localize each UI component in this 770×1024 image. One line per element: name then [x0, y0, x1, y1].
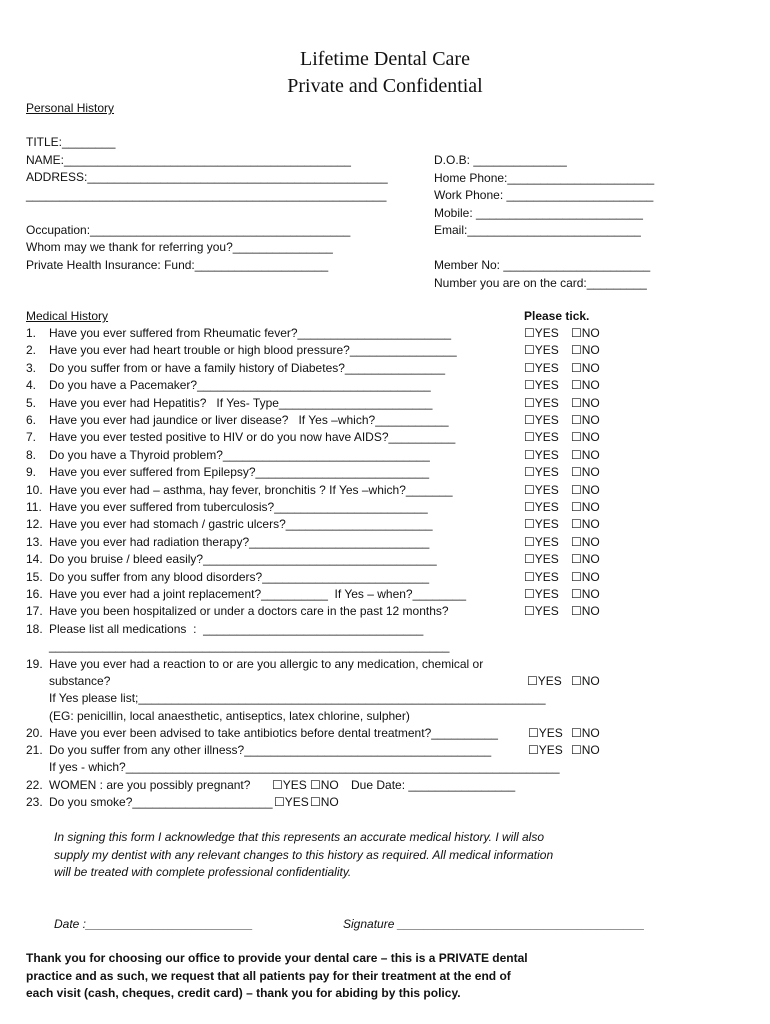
- yes-checkbox[interactable]: ☐YES: [524, 569, 559, 584]
- question-20-text: Have you ever been advised to take antibiotics before dental treatment?__________: [49, 726, 498, 740]
- no-checkbox[interactable]: ☐NO: [571, 430, 600, 445]
- allergy-examples: (EG: penicillin, local anaesthetic, antiseptics, latex chlorine, sulpher): [49, 709, 410, 723]
- question-number: 22.: [26, 778, 43, 792]
- q20-no-checkbox[interactable]: ☐NO: [571, 726, 600, 740]
- q21-no-checkbox[interactable]: ☐NO: [571, 743, 600, 757]
- yes-checkbox[interactable]: ☐YES: [524, 604, 559, 619]
- form-title: Lifetime Dental Care: [300, 48, 470, 70]
- personal-field-right[interactable]: Home Phone:______________________: [434, 170, 655, 185]
- yes-checkbox[interactable]: ☐YES: [524, 587, 559, 601]
- personal-field-left[interactable]: ______________________________________________________: [26, 187, 387, 202]
- question-text: Have you ever had – asthma, hay fever, bronchitis ? If Yes –which?_______: [49, 482, 453, 497]
- question-number: 19.: [26, 657, 43, 671]
- please-tick-heading: Please tick.: [524, 309, 590, 323]
- no-checkbox[interactable]: ☐NO: [571, 500, 600, 514]
- personal-field-right[interactable]: Email:__________________________: [434, 223, 641, 237]
- question-number: 9.: [26, 465, 37, 480]
- yes-checkbox[interactable]: ☐YES: [524, 552, 559, 567]
- q21-yes-checkbox[interactable]: ☐YES: [528, 743, 563, 757]
- question-text: Do you suffer from or have a family history of Diabetes?_______________: [49, 360, 446, 375]
- yes-checkbox[interactable]: ☐YES: [524, 360, 559, 375]
- question-text: Do you suffer from any blood disorders?_________________________: [49, 569, 430, 584]
- allergy-list-line: If Yes please list;_____________________________________________________________: [49, 691, 546, 705]
- question-number: 14.: [26, 552, 43, 567]
- personal-field-left[interactable]: Private Health Insurance: Fund:____________________: [26, 257, 329, 272]
- no-checkbox[interactable]: ☐NO: [571, 343, 600, 358]
- due-date-field[interactable]: Due Date: ________________: [351, 778, 516, 792]
- yes-checkbox[interactable]: ☐YES: [524, 378, 559, 393]
- question-number: 2.: [26, 343, 37, 358]
- q22-yes-checkbox[interactable]: ☐YES: [272, 778, 307, 792]
- question-23-text: Do you smoke?_____________________: [49, 795, 273, 809]
- yes-checkbox[interactable]: ☐YES: [524, 343, 559, 358]
- yes-checkbox[interactable]: ☐YES: [524, 500, 559, 514]
- personal-field-right[interactable]: D.O.B: ______________: [434, 153, 567, 167]
- no-checkbox[interactable]: ☐NO: [571, 534, 600, 549]
- yes-checkbox[interactable]: ☐YES: [524, 395, 559, 410]
- signature-field[interactable]: Signature _____________________________________: [343, 917, 645, 931]
- q20-yes-checkbox[interactable]: ☐YES: [528, 726, 563, 740]
- question-number: 8.: [26, 447, 37, 462]
- question-number: 20.: [26, 726, 43, 740]
- question-text: Do you have a Thyroid problem?_______________________________: [49, 447, 430, 462]
- question-number: 6.: [26, 413, 37, 427]
- yes-checkbox[interactable]: ☐YES: [524, 517, 559, 532]
- no-checkbox[interactable]: ☐NO: [571, 413, 600, 427]
- question-text: Have you ever had radiation therapy?___________________________: [49, 534, 430, 549]
- question-text: Do you bruise / bleed easily?___________________________________: [49, 552, 437, 567]
- date-field[interactable]: Date :_________________________: [54, 917, 253, 931]
- personal-field-right[interactable]: Number you are on the card:_________: [434, 275, 647, 290]
- q23-no-checkbox[interactable]: ☐NO: [310, 795, 339, 809]
- question-number: 10.: [26, 482, 43, 497]
- medications-line: ____________________________________________________________: [49, 639, 450, 653]
- question-text: Have you ever had Hepatitis? If Yes- Type_______________________: [49, 395, 433, 410]
- payment-policy-notice: Thank you for choosing our office to provide your dental care – this is a PRIVATE dental practice and as such, we request that all patients pay for their treatment at the end of each visit (cash, cheques, credit card) – thank you for abiding by this policy.: [26, 951, 528, 1000]
- no-checkbox[interactable]: ☐NO: [571, 552, 600, 567]
- question-text: Have you ever tested positive to HIV or do you now have AIDS?__________: [49, 430, 456, 445]
- question-number: 23.: [26, 795, 43, 809]
- question-number: 4.: [26, 378, 37, 393]
- yes-checkbox[interactable]: ☐YES: [524, 413, 559, 427]
- q22-no-checkbox[interactable]: ☐NO: [310, 778, 339, 792]
- personal-field-left[interactable]: NAME:___________________________________________: [26, 152, 351, 167]
- no-checkbox[interactable]: ☐NO: [571, 587, 600, 601]
- question-19-text: Have you ever had a reaction to or are you allergic to any medication, chemical or: [49, 657, 484, 671]
- question-number: 12.: [26, 517, 43, 532]
- personal-field-right[interactable]: Member No: ______________________: [434, 258, 651, 272]
- personal-field-left[interactable]: Occupation:_______________________________________: [26, 222, 351, 237]
- question-number: 17.: [26, 604, 43, 619]
- question-text: Do you have a Pacemaker?___________________________________: [49, 378, 431, 393]
- yes-checkbox[interactable]: ☐YES: [524, 430, 559, 445]
- question-text: Have you ever had a joint replacement?__________ If Yes – when?________: [49, 587, 466, 601]
- medical-history-heading: Medical History: [26, 309, 109, 323]
- question-22-text: WOMEN : are you possibly pregnant?: [49, 778, 251, 792]
- no-checkbox[interactable]: ☐NO: [571, 569, 600, 584]
- question-number: 7.: [26, 430, 37, 445]
- personal-field-right[interactable]: Work Phone: ______________________: [434, 188, 654, 202]
- personal-field-right[interactable]: Mobile: _________________________: [434, 205, 643, 220]
- personal-history-heading: Personal History: [26, 101, 115, 115]
- question-text: Have you been hospitalized or under a doctors care in the past 12 months?: [49, 604, 449, 619]
- q19-no-checkbox[interactable]: ☐NO: [571, 674, 600, 688]
- no-checkbox[interactable]: ☐NO: [571, 395, 600, 410]
- personal-field-left[interactable]: TITLE:________: [26, 135, 116, 149]
- no-checkbox[interactable]: ☐NO: [571, 378, 600, 393]
- yes-checkbox[interactable]: ☐YES: [524, 482, 559, 497]
- yes-checkbox[interactable]: ☐YES: [524, 326, 559, 340]
- declaration-text: In signing this form I acknowledge that this represents an accurate medical history. I will also supply my dentist with any relevant changes to this history as required. All medical information will be treated with complete professional confidentiality.: [54, 830, 554, 879]
- question-number: 11.: [26, 500, 42, 514]
- other-illness-line: If yes - which?_________________________________________________________________: [49, 760, 560, 774]
- no-checkbox[interactable]: ☐NO: [571, 517, 600, 532]
- question-text: Have you ever suffered from Epilepsy?__________________________: [49, 465, 430, 480]
- question-text: Have you ever suffered from Rheumatic fever?_______________________: [49, 326, 452, 340]
- no-checkbox[interactable]: ☐NO: [571, 326, 600, 340]
- personal-field-left[interactable]: Whom may we thank for referring you?_______________: [26, 240, 333, 254]
- question-19-text-cont: substance?: [49, 674, 111, 688]
- no-checkbox[interactable]: ☐NO: [571, 447, 600, 462]
- yes-checkbox[interactable]: ☐YES: [524, 465, 559, 480]
- personal-field-left[interactable]: ADDRESS:_____________________________________________: [26, 170, 388, 184]
- question-21-text: Do you suffer from any other illness?_____________________________________: [49, 743, 492, 757]
- question-number: 15.: [26, 569, 43, 584]
- question-number: 3.: [26, 360, 37, 375]
- question-number: 16.: [26, 587, 43, 601]
- question-number: 1.: [26, 326, 37, 340]
- q23-yes-checkbox[interactable]: ☐YES: [274, 795, 309, 809]
- no-checkbox[interactable]: ☐NO: [571, 465, 600, 480]
- question-text: Have you ever suffered from tuberculosis?_______________________: [49, 500, 428, 514]
- question-number: 18.: [26, 622, 43, 636]
- no-checkbox[interactable]: ☐NO: [571, 482, 600, 497]
- question-text: Have you ever had heart trouble or high blood pressure?________________: [49, 343, 457, 358]
- question-number: 13.: [26, 534, 43, 549]
- no-checkbox[interactable]: ☐NO: [571, 360, 600, 375]
- question-number: 5.: [26, 395, 37, 410]
- form-subtitle: Private and Confidential: [287, 75, 483, 97]
- no-checkbox[interactable]: ☐NO: [571, 604, 600, 619]
- q19-yes-checkbox[interactable]: ☐YES: [527, 674, 562, 688]
- question-18-text: Please list all medications : _________________________________: [49, 622, 424, 636]
- yes-checkbox[interactable]: ☐YES: [524, 534, 559, 549]
- yes-checkbox[interactable]: ☐YES: [524, 447, 559, 462]
- question-text: Have you ever had stomach / gastric ulcers?______________________: [49, 517, 433, 532]
- question-number: 21.: [26, 743, 43, 757]
- question-text: Have you ever had jaundice or liver disease? If Yes –which?___________: [49, 413, 449, 427]
